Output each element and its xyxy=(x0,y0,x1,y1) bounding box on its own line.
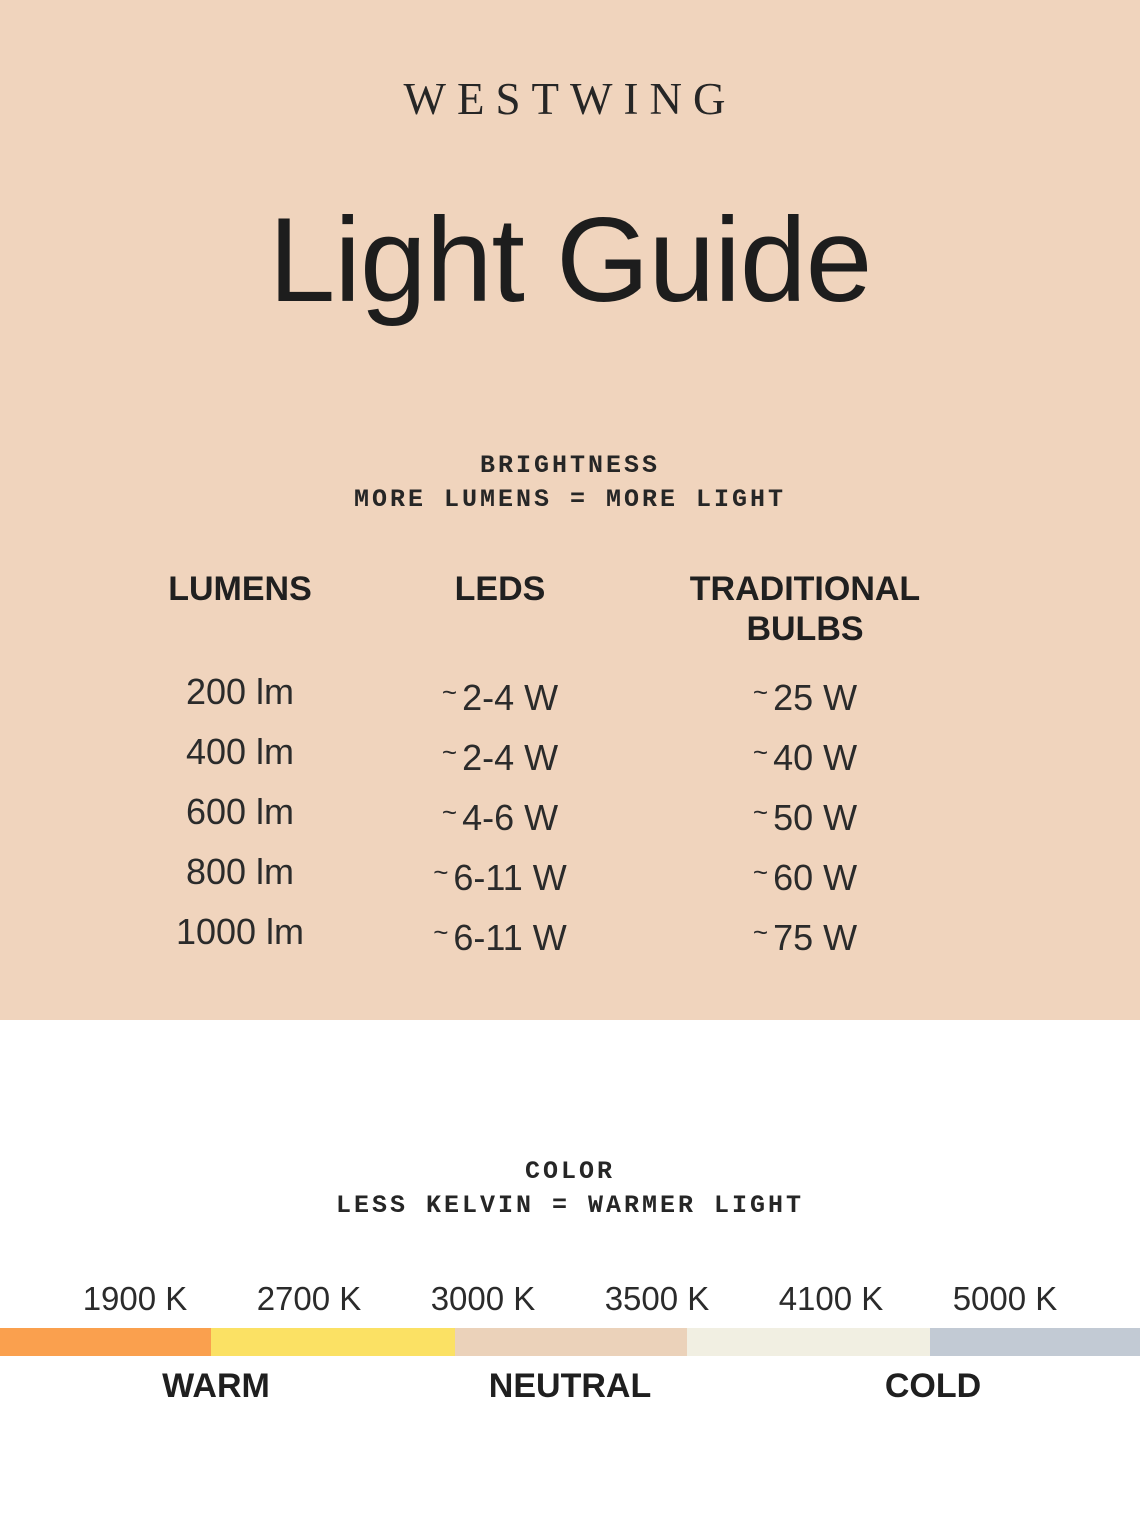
brand-logo: WESTWING xyxy=(403,74,737,124)
kelvin-label: 2700 K xyxy=(256,1280,362,1317)
bar-segment-neutral-tan xyxy=(455,1328,687,1356)
zone-labels xyxy=(0,1366,1140,1414)
bar-segment-warm-orange xyxy=(0,1328,211,1356)
kelvin-label: 5000 K xyxy=(952,1280,1058,1317)
approx-symbol: ~ xyxy=(433,917,449,947)
lumens-table xyxy=(130,569,1140,965)
table-header-traditional-bulbs: TRADITIONAL BULBS xyxy=(689,570,921,648)
page-title: Light Guide xyxy=(268,193,872,327)
approx-symbol: ~ xyxy=(752,917,769,947)
approx-symbol: ~ xyxy=(441,677,458,707)
kelvin-label: 3500 K xyxy=(604,1280,710,1317)
bulb-watts-value: ~ 75 W xyxy=(752,917,858,958)
kelvin-label: 1900 K xyxy=(82,1280,188,1317)
approx-symbol: ~ xyxy=(752,737,769,767)
approx-symbol: ~ xyxy=(752,857,769,887)
approx-symbol: ~ xyxy=(441,737,458,767)
brightness-intro xyxy=(0,449,1140,517)
led-watts-value: ~ 6-11 W xyxy=(433,857,567,898)
approx-symbol: ~ xyxy=(441,797,458,827)
approx-symbol: ~ xyxy=(433,857,449,887)
table-header-leds: LEDS xyxy=(454,570,546,608)
lumens-value: 1000 lm xyxy=(175,911,305,952)
color-heading: COLOR xyxy=(524,1157,615,1186)
color-temperature-bar xyxy=(0,1328,1140,1356)
zone-label-neutral: NEUTRAL xyxy=(488,1367,652,1405)
bulb-watts-value: ~ 25 W xyxy=(752,677,858,718)
color-temperature-section xyxy=(0,1020,1140,1520)
lumens-value: 800 lm xyxy=(185,851,295,892)
brightness-subheading: MORE LUMENS = MORE LIGHT xyxy=(353,485,787,514)
brightness-heading: BRIGHTNESS xyxy=(479,451,661,480)
bar-segment-neutral-cream xyxy=(687,1328,930,1356)
zone-label-warm: WARM xyxy=(162,1367,270,1405)
bulb-watts-value: ~ 40 W xyxy=(752,737,858,778)
led-watts-value: ~ 6-11 W xyxy=(433,917,567,958)
kelvin-label: 4100 K xyxy=(778,1280,884,1317)
kelvin-label: 3000 K xyxy=(430,1280,536,1317)
zone-label-cold: COLD xyxy=(884,1367,982,1405)
approx-symbol: ~ xyxy=(752,677,769,707)
approx-symbol: ~ xyxy=(752,797,769,827)
color-subheading: LESS KELVIN = WARMER LIGHT xyxy=(335,1191,805,1220)
led-watts-value: ~ 2-4 W xyxy=(441,737,559,778)
bulb-watts-value: ~ 60 W xyxy=(752,857,858,898)
bar-segment-cold-bluegray xyxy=(930,1328,1140,1356)
led-watts-value: ~ 4-6 W xyxy=(441,797,559,838)
bulb-watts-value: ~ 50 W xyxy=(752,797,858,838)
kelvin-scale xyxy=(48,1279,1092,1319)
color-intro xyxy=(0,1020,1140,1223)
lumens-value: 600 lm xyxy=(185,791,295,832)
lumens-value: 400 lm xyxy=(185,731,295,772)
bar-segment-warm-yellow xyxy=(211,1328,455,1356)
led-watts-value: ~ 2-4 W xyxy=(441,677,559,718)
table-header-lumens: LUMENS xyxy=(168,570,312,608)
lumens-value: 200 lm xyxy=(185,671,295,712)
